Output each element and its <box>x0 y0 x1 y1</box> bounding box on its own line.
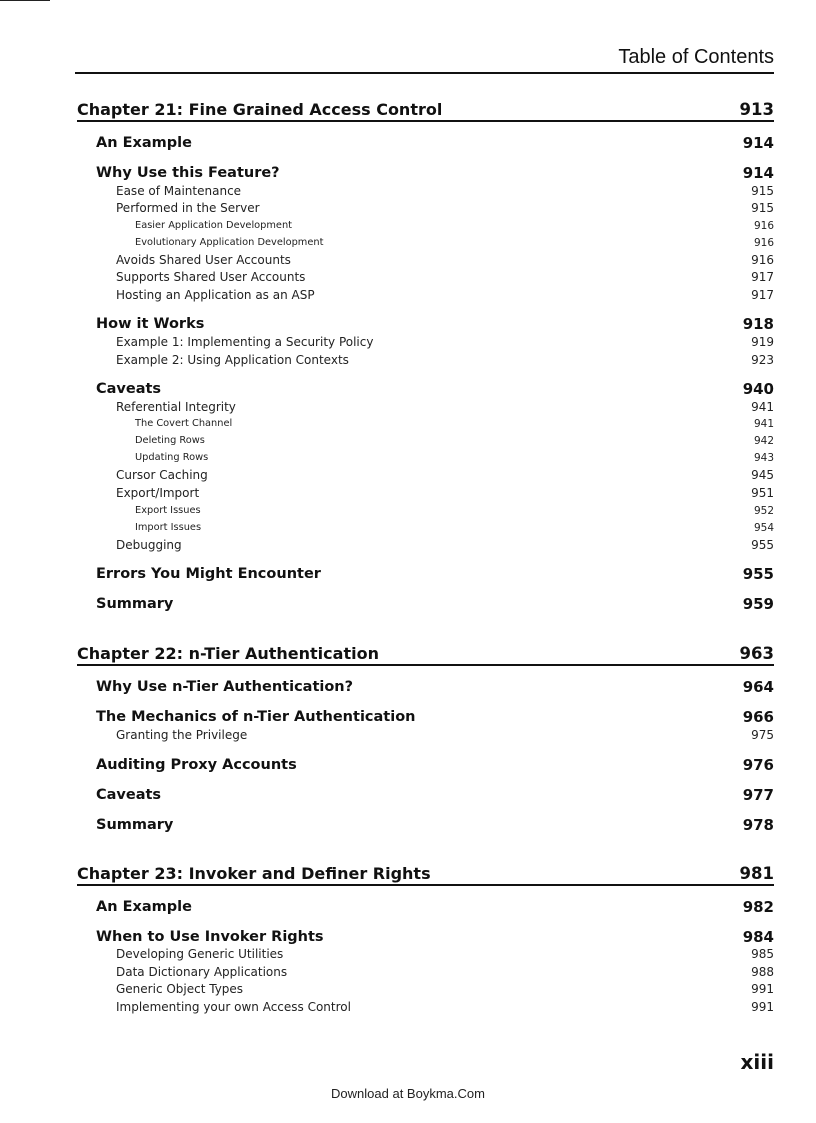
toc-entry-page: 977 <box>742 786 774 804</box>
toc-entry-sub[interactable] <box>116 287 774 303</box>
toc-entry-page: 982 <box>742 898 774 916</box>
toc-entry-title: Caveats <box>96 787 162 803</box>
toc-entry-page: 988 <box>751 965 774 979</box>
toc-entry-title: Auditing Proxy Accounts <box>96 757 297 773</box>
toc-entry-page: 964 <box>742 678 774 696</box>
toc-entry-page: 942 <box>753 435 774 447</box>
toc-entry-page: 941 <box>753 418 774 430</box>
toc-entry-page: 919 <box>751 335 774 349</box>
toc-entry-page: 915 <box>751 184 774 198</box>
toc-entry-sub[interactable] <box>116 727 774 743</box>
toc-entry-page: 984 <box>742 928 774 946</box>
toc-entry-sub2[interactable] <box>135 417 774 431</box>
toc-entry-title: Implementing your own Access Control <box>116 1000 351 1014</box>
toc-entry-page: 991 <box>751 1000 774 1014</box>
toc-entry-title: Hosting an Application as an ASP <box>116 288 315 302</box>
toc-entry-page: 915 <box>751 201 774 215</box>
toc-entry-page: 943 <box>753 452 774 464</box>
toc-entry-title: Performed in the Server <box>116 201 260 215</box>
toc-entry-sub2[interactable] <box>135 504 774 518</box>
toc-entry-page: 918 <box>742 315 774 333</box>
running-header-title: Table of Contents <box>618 46 774 68</box>
toc-entry-title: How it Works <box>96 316 205 332</box>
toc-entry-title: Supports Shared User Accounts <box>116 270 306 284</box>
toc-entry-sub2[interactable] <box>135 451 774 465</box>
toc-entry-title: Granting the Privilege <box>116 728 248 742</box>
toc-entry-page: 985 <box>751 947 774 961</box>
toc-entry-page: 917 <box>751 270 774 284</box>
toc-entry-page: 941 <box>751 400 774 414</box>
toc-entry-title: Developing Generic Utilities <box>116 947 284 961</box>
toc-entry-page: 914 <box>742 134 774 152</box>
toc-entry-sub[interactable] <box>116 200 774 216</box>
toc-entry-sec[interactable] <box>96 785 774 805</box>
toc-entry-sub[interactable] <box>116 352 774 368</box>
toc-entry-chapter[interactable] <box>77 860 774 886</box>
toc-entry-title: When to Use Invoker Rights <box>96 929 324 945</box>
toc-entry-title: An Example <box>96 135 192 151</box>
toc-entry-page: 955 <box>742 565 774 583</box>
toc-entry-title: Data Dictionary Applications <box>116 965 288 979</box>
toc-entry-sec[interactable] <box>96 133 774 153</box>
toc-entry-sec[interactable] <box>96 815 774 835</box>
toc-entry-page: 952 <box>753 505 774 517</box>
toc-entry-page: 916 <box>753 220 774 232</box>
toc-entry-sub[interactable] <box>116 485 774 501</box>
toc-entry-page: 913 <box>739 100 774 119</box>
toc-entry-page: 951 <box>751 486 774 500</box>
toc-entry-page: 916 <box>753 237 774 249</box>
toc-entry-sub2[interactable] <box>135 219 774 233</box>
toc-entry-page: 914 <box>742 164 774 182</box>
download-footer: Download at Boykma.Com <box>331 1086 485 1101</box>
toc-entry-title: Import Issues <box>135 522 202 533</box>
toc-entry-title: Evolutionary Application Development <box>135 237 324 248</box>
toc-entry-sub[interactable] <box>116 334 774 350</box>
toc-entry-title: Ease of Maintenance <box>116 184 242 198</box>
toc-entry-title: Why Use n-Tier Authentication? <box>96 679 354 695</box>
toc-entry-title: Chapter 23: Invoker and Definer Rights <box>77 864 431 883</box>
toc-entry-sub2[interactable] <box>135 236 774 250</box>
toc-entry-title: Cursor Caching <box>116 468 208 482</box>
toc-entry-title: Summary <box>96 817 174 833</box>
toc-entry-sec[interactable] <box>96 755 774 775</box>
toc-entry-title: An Example <box>96 899 192 915</box>
toc-entry-sec[interactable] <box>96 594 774 614</box>
toc-entry-title: Caveats <box>96 381 162 397</box>
toc-entry-page: 955 <box>751 538 774 552</box>
toc-entry-chapter[interactable] <box>77 640 774 666</box>
toc-entry-sec[interactable] <box>96 927 774 947</box>
toc-entry-sub2[interactable] <box>135 521 774 535</box>
toc-entry-title: Example 1: Implementing a Security Policy <box>116 335 374 349</box>
toc-entry-chapter[interactable] <box>77 96 774 122</box>
toc-entry-sec[interactable] <box>96 314 774 334</box>
toc-entry-title: The Mechanics of n-Tier Authentication <box>96 709 416 725</box>
toc-entry-sub[interactable] <box>116 252 774 268</box>
toc-entry-title: Why Use this Feature? <box>96 165 280 181</box>
toc-entry-title: Updating Rows <box>135 452 209 463</box>
toc-entry-title: Example 2: Using Application Contexts <box>116 353 349 367</box>
toc-entry-title: Export Issues <box>135 505 201 516</box>
toc-entry-title: Easier Application Development <box>135 220 292 231</box>
toc-entry-sub[interactable] <box>116 183 774 199</box>
toc-entry-sec[interactable] <box>96 897 774 917</box>
toc-entry-sub[interactable] <box>116 537 774 553</box>
toc-entry-sub[interactable] <box>116 981 774 997</box>
toc-entry-sec[interactable] <box>96 379 774 399</box>
toc-entry-page: 954 <box>753 522 774 534</box>
toc-entry-page: 981 <box>739 864 774 883</box>
toc-entry-page: 991 <box>751 982 774 996</box>
toc-entry-page: 959 <box>742 595 774 613</box>
toc-entry-sub[interactable] <box>116 946 774 962</box>
toc-entry-page: 976 <box>742 756 774 774</box>
page-number: xiii <box>740 1050 774 1074</box>
toc-entry-page: 916 <box>751 253 774 267</box>
toc-entry-title: Generic Object Types <box>116 982 244 996</box>
toc-entry-title: Errors You Might Encounter <box>96 566 321 582</box>
toc-entry-page: 940 <box>742 380 774 398</box>
toc-entry-sec[interactable] <box>96 163 774 183</box>
toc-entry-title: Debugging <box>116 538 182 552</box>
toc-entry-sub2[interactable] <box>135 434 774 448</box>
toc-entry-page: 966 <box>742 708 774 726</box>
toc-entry-page: 978 <box>742 816 774 834</box>
toc-entry-sub[interactable] <box>116 467 774 483</box>
toc-entry-title: Export/Import <box>116 486 200 500</box>
toc-entry-page: 917 <box>751 288 774 302</box>
toc-entry-page: 945 <box>751 468 774 482</box>
toc-entry-title: Summary <box>96 596 174 612</box>
toc-entry-sub[interactable] <box>116 269 774 285</box>
toc-entry-title: Referential Integrity <box>116 400 236 414</box>
toc-entry-title: Avoids Shared User Accounts <box>116 253 291 267</box>
toc-entry-sub[interactable] <box>116 399 774 415</box>
toc-entry-title: Chapter 21: Fine Grained Access Control <box>77 100 443 119</box>
toc-entry-title: Deleting Rows <box>135 435 205 446</box>
toc-entry-sub[interactable] <box>116 964 774 980</box>
toc-entry-page: 923 <box>751 353 774 367</box>
toc-entry-sub[interactable] <box>116 999 774 1015</box>
toc-entry-sec[interactable] <box>96 677 774 697</box>
toc-entry-page: 975 <box>751 728 774 742</box>
toc-entry-sec[interactable] <box>96 564 774 584</box>
toc-entry-sec[interactable] <box>96 707 774 727</box>
toc-entry-title: Chapter 22: n-Tier Authentication <box>77 644 379 663</box>
toc-entry-title: The Covert Channel <box>135 418 233 429</box>
toc-entry-page: 963 <box>739 644 774 663</box>
